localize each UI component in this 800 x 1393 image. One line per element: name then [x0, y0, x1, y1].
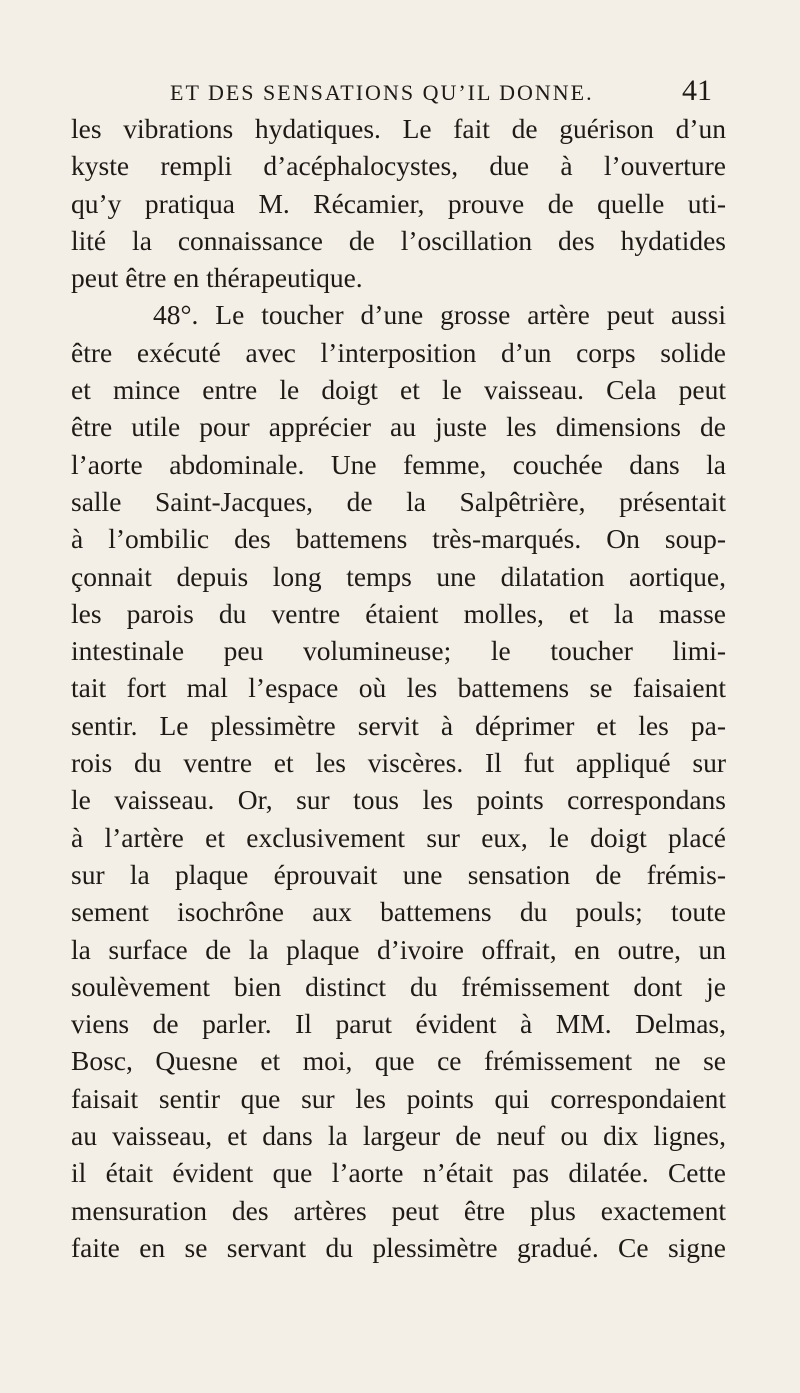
text-line: kyste rempli d’acéphalocystes, due à l’ouverture [71, 150, 726, 182]
text-line: et mince entre le doigt et le vaisseau. Cela peut [71, 374, 726, 406]
text-line: mensuration des artères peut être plus exactement [71, 1194, 726, 1226]
text-line: les vibrations hydatiques. Le fait de guérison d’un [71, 113, 726, 144]
text-line: faisait sentir que sur les points qui correspondaient [71, 1082, 726, 1114]
body-text [71, 110, 726, 1266]
text-line: à l’artère et exclusivement sur eux, le doigt placé [71, 821, 726, 853]
running-head: ET DES SENSATIONS QU’IL DONNE. [170, 80, 594, 105]
text-line: la surface de la plaque d’ivoire offrait, en outre, un [71, 933, 726, 965]
text-line: salle Saint-Jacques, de la Salpêtrière, présentait [71, 485, 726, 517]
text-line: les parois du ventre étaient molles, et la masse [71, 597, 726, 629]
text-line: sement isochrône aux battemens du pouls; toute [71, 896, 726, 928]
text-line: le vaisseau. Or, sur tous les points correspondans [71, 784, 726, 816]
text-line: peut être en thérapeutique. [71, 262, 363, 294]
text-line: faite en se servant du plessimètre gradué. Ce signe [71, 1231, 726, 1263]
text-line: viens de parler. Il parut évident à MM. Delmas, [71, 1008, 726, 1040]
text-line: au vaisseau, et dans la largeur de neuf ou dix lignes, [71, 1120, 726, 1152]
text-line: sur la plaque éprouvait une sensation de frémis- [71, 858, 726, 890]
text-line: 48°. Le toucher d’une grosse artère peut aussi [153, 299, 726, 331]
text-line: intestinale peu volumineuse; le toucher limi- [71, 635, 726, 667]
text-line: qu’y pratiqua M. Récamier, prouve de quelle uti- [71, 187, 726, 219]
text-line: être utile pour apprécier au juste les dimensions de [71, 411, 726, 443]
text-line: être exécuté avec l’interposition d’un corps solide [71, 336, 726, 368]
text-line: l’aorte abdominale. Une femme, couchée dans la [71, 448, 726, 480]
text-line: soulèvement bien distinct du frémissement dont je [71, 970, 726, 1002]
text-line: Bosc, Quesne et moi, que ce frémissement ne se [71, 1045, 726, 1077]
text-line: il était évident que l’aorte n’était pas dilatée. Cette [71, 1157, 726, 1189]
text-line: rois du ventre et les viscères. Il fut appliqué sur [71, 747, 726, 779]
text-line: à l’ombilic des battemens très-marqués. On soup- [71, 523, 726, 555]
text-line: çonnait depuis long temps une dilatation aortique, [71, 560, 726, 592]
text-line: lité la connaissance de l’oscillation des hydatides [71, 224, 726, 256]
page-number: 41 [682, 74, 712, 107]
text-line: sentir. Le plessimètre servit à déprimer et les pa- [71, 709, 726, 741]
text-line: tait fort mal l’espace où les battemens se faisaient [71, 672, 726, 704]
